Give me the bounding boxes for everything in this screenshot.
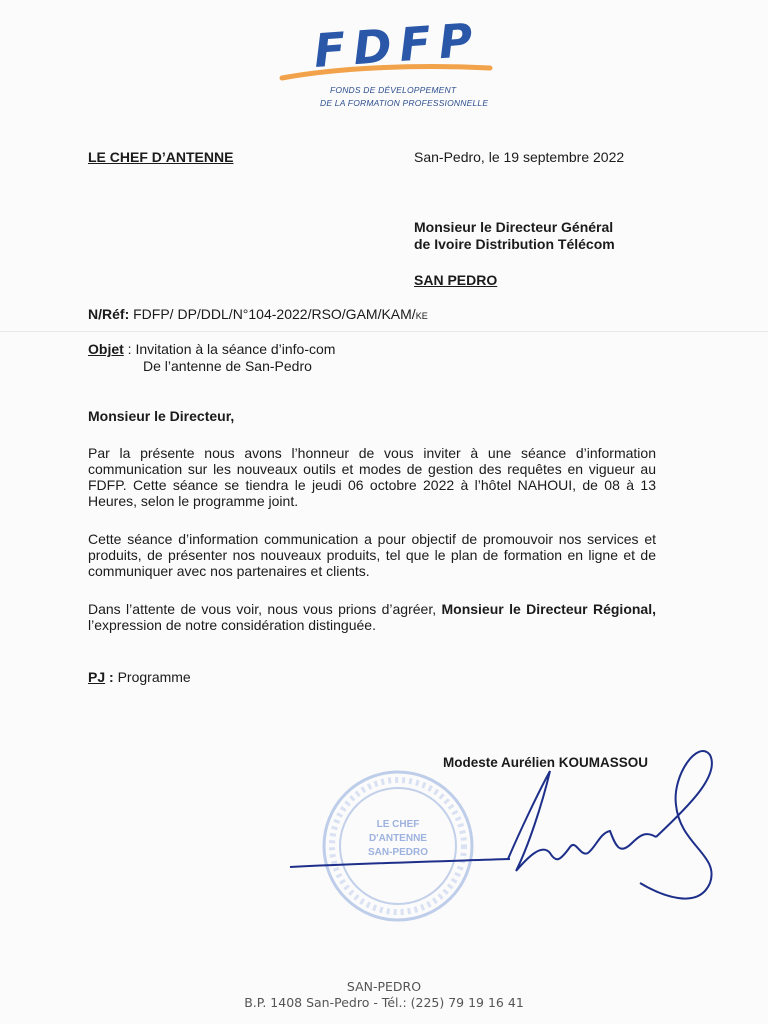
reference-label: N/Réf	[88, 306, 125, 322]
recipient-line-2: de Ivoire Distribution Télécom	[414, 236, 615, 252]
subject-label: Objet	[88, 341, 124, 357]
handwritten-signature	[280, 735, 740, 915]
footer-contact: B.P. 1408 San-Pedro - Tél.: (225) 79 19 16 41	[244, 995, 524, 1010]
salutation: Monsieur le Directeur,	[88, 408, 235, 424]
letter-date: San-Pedro, le 19 septembre 2022	[414, 149, 625, 165]
recipient-city: SAN PEDRO	[414, 272, 498, 288]
scan-artifact-line	[0, 331, 768, 332]
signatory-name: Modeste Aurélien KOUMASSOU	[443, 755, 649, 770]
attachment-line: PJ : Programme	[88, 669, 191, 685]
attachment-label: PJ	[88, 669, 106, 685]
subject-text-1: Invitation à la séance d’info-com	[135, 341, 336, 357]
stamp-text-2: D'ANTENNE	[369, 833, 427, 844]
stamp-text-1: LE CHEF	[376, 819, 420, 830]
stamp-text-3: SAN-PEDRO	[367, 847, 428, 858]
paragraph-2: Cette séance d’information communication a pour objectif de promouvoir nos services et produits, de présenter nos nouveaux produits, tel que le plan de formation en ligne et de communiquer avec nos partenaires et clients.	[88, 531, 656, 579]
fdfp-logo	[276, 18, 496, 114]
paragraph-3-end: l’expression de notre considération distinguée.	[88, 617, 376, 633]
attachment-value: Programme	[117, 669, 191, 685]
paragraph-3-start: Dans l’attente de vous voir, nous vous prions d’agréer,	[88, 601, 442, 617]
reference-suffix: KE	[415, 311, 428, 321]
logo-subtitle-1: FONDS DE DÉVELOPPEMENT	[330, 85, 457, 95]
recipient-line-1: Monsieur le Directeur Général	[414, 219, 614, 235]
paragraph-1: Par la présente nous avons l’honneur de vous inviter à une séance d’information communication sur les nouveaux outils et modes de gestion des requêtes en vigueur au FDFP. Cette séance se tiendra le jeudi 06 octobre 2022 à l’hôtel NAHOUI, de 08 à 13 Heures, selon le programme joint.	[88, 445, 656, 509]
paragraph-3-bold: Monsieur le Directeur Régional,	[441, 601, 656, 617]
subject-text-2: De l’antenne de San-Pedro	[143, 358, 312, 374]
reference-line: N/Réf: FDFP/ DP/DDL/N°104-2022/RSO/GAM/KAM/KE	[88, 306, 428, 322]
logo-subtitle-2: DE LA FORMATION PROFESSIONNELLE	[320, 98, 489, 108]
reference-value: FDFP/ DP/DDL/N°104-2022/RSO/GAM/KAM/	[133, 306, 416, 322]
subject-line-1: Objet : Invitation à la séance d’info-com	[88, 341, 336, 357]
paragraph-3	[88, 601, 656, 633]
logo-wordmark: FDFP	[312, 18, 483, 78]
sender-title: LE CHEF D’ANTENNE	[88, 149, 234, 165]
fdfp-logo-mark	[276, 18, 496, 88]
footer-city: SAN-PEDRO	[346, 979, 422, 994]
